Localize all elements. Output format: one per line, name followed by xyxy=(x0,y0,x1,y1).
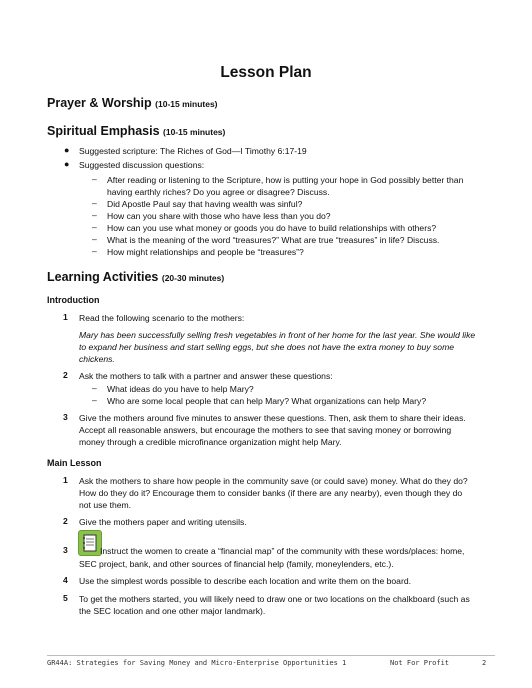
intro-item-3-line-2: Accept all reasonable answers, but encourage the mothers to see that saving money or borrowing xyxy=(79,425,452,435)
bullet-dot: ● xyxy=(64,159,70,169)
section-heading-spiritual xyxy=(47,124,225,138)
intro-item-2-sub-2: Who are some local people that can help Mary? What organizations can help Mary? xyxy=(107,396,427,406)
question-2: Did Apostle Paul say that having wealth was sinful? xyxy=(107,199,303,209)
question-5: What is the meaning of the word “treasures?” What are true “treasures” in life? Discuss. xyxy=(107,235,440,245)
scenario-line-1: Mary has been successfully selling fresh vegetables in front of her home for the last year. She would like xyxy=(79,330,476,340)
main-item-2: Give the mothers paper and writing utensils. xyxy=(79,517,247,527)
main-item-1-line-3: not use them. xyxy=(79,500,132,510)
subheading-main-lesson: Main Lesson xyxy=(47,458,102,468)
section-heading-prayer xyxy=(47,96,218,110)
dash-marker: – xyxy=(92,234,97,244)
intro-item-1: Read the following scenario to the mothers: xyxy=(79,313,245,323)
list-number: 3 xyxy=(63,412,68,422)
section-heading-learning xyxy=(47,270,224,284)
footer-page-number: 2 xyxy=(482,659,487,667)
dash-marker: – xyxy=(92,246,97,256)
dash-marker: – xyxy=(92,174,97,184)
main-item-5-line-2: the SEC location and one other major landmark). xyxy=(79,606,266,616)
list-number: 1 xyxy=(63,312,68,322)
section-heading-prayer-text: Prayer & Worship xyxy=(47,96,152,110)
scenario-line-2: to expand her business and start selling eggs, but she does not have the extra money to buy some xyxy=(79,342,455,352)
intro-item-3-line-1: Give the mothers around five minutes to answer these questions. Then, ask them to share their ideas. xyxy=(79,413,466,423)
dash-marker: – xyxy=(92,395,97,405)
question-6: How might relationships and people be “treasures”? xyxy=(107,247,304,257)
list-number: 5 xyxy=(63,593,68,603)
notebook-icon xyxy=(78,530,102,556)
scenario-line-3: chickens. xyxy=(79,354,115,364)
main-item-4: Use the simplest words possible to describe each location and write them on the board. xyxy=(79,576,411,586)
intro-item-2-sub-1: What ideas do you have to help Mary? xyxy=(107,384,254,394)
question-3: How can you share with those who have less than you do? xyxy=(107,211,331,221)
subheading-introduction: Introduction xyxy=(47,295,100,305)
section-heading-learning-text: Learning Activities xyxy=(47,270,159,284)
list-number: 2 xyxy=(63,370,68,380)
footer-rule xyxy=(47,655,495,656)
main-item-3-line-1: Instruct the women to create a “financial map” of the community with these words/places: home, xyxy=(100,546,465,556)
bullet-questions: Suggested discussion questions: xyxy=(79,160,205,170)
intro-item-3-line-3: money through a credible microfinance organization might help Mary. xyxy=(79,437,342,447)
section-heading-spiritual-text: Spiritual Emphasis xyxy=(47,124,160,138)
main-item-1-line-2: How do they do it? Encourage them to consider banks (if there are any nearby), even though they do xyxy=(79,488,463,498)
main-item-3-line-2: SEC project, bank, and other sources of financial help (family, moneylenders, etc.). xyxy=(79,559,394,569)
intro-item-2: Ask the mothers to talk with a partner and answer these questions: xyxy=(79,371,333,381)
footer-not-for-profit: Not For Profit xyxy=(390,659,450,667)
dash-marker: – xyxy=(92,210,97,220)
main-item-5-line-1: To get the mothers started, you will likely need to draw one or two locations on the chalkboard (such as xyxy=(79,594,470,604)
main-item-1-line-1: Ask the mothers to share how people in the community save (or could save) money. What do they do? xyxy=(79,476,468,486)
section-duration-learning: (20-30 minutes) xyxy=(161,273,225,283)
dash-marker: – xyxy=(92,198,97,208)
list-number: 4 xyxy=(63,575,68,585)
dash-marker: – xyxy=(92,383,97,393)
dash-marker: – xyxy=(92,222,97,232)
list-number: 3 xyxy=(63,545,68,555)
page-title: Lesson Plan xyxy=(220,64,312,81)
footer-course-title: GR44A: Strategies for Saving Money and Micro-Enterprise Opportunities 1 xyxy=(47,659,347,667)
list-number: 1 xyxy=(63,475,68,485)
question-1-line-2: having earthly riches? Do you agree or disagree? Discuss. xyxy=(107,187,330,197)
section-duration-spiritual: (10-15 minutes) xyxy=(163,127,226,137)
section-duration-prayer: (10-15 minutes) xyxy=(155,99,218,109)
list-number: 2 xyxy=(63,516,68,526)
question-1-line-1: After reading or listening to the Scripture, how is putting your hope in God possibly better than xyxy=(107,175,464,185)
bullet-scripture: Suggested scripture: The Riches of God—I Timothy 6:17-19 xyxy=(79,146,307,156)
question-4: How can you use what money or goods you do have to build relationships with others? xyxy=(107,223,437,233)
bullet-dot: ● xyxy=(64,145,70,155)
